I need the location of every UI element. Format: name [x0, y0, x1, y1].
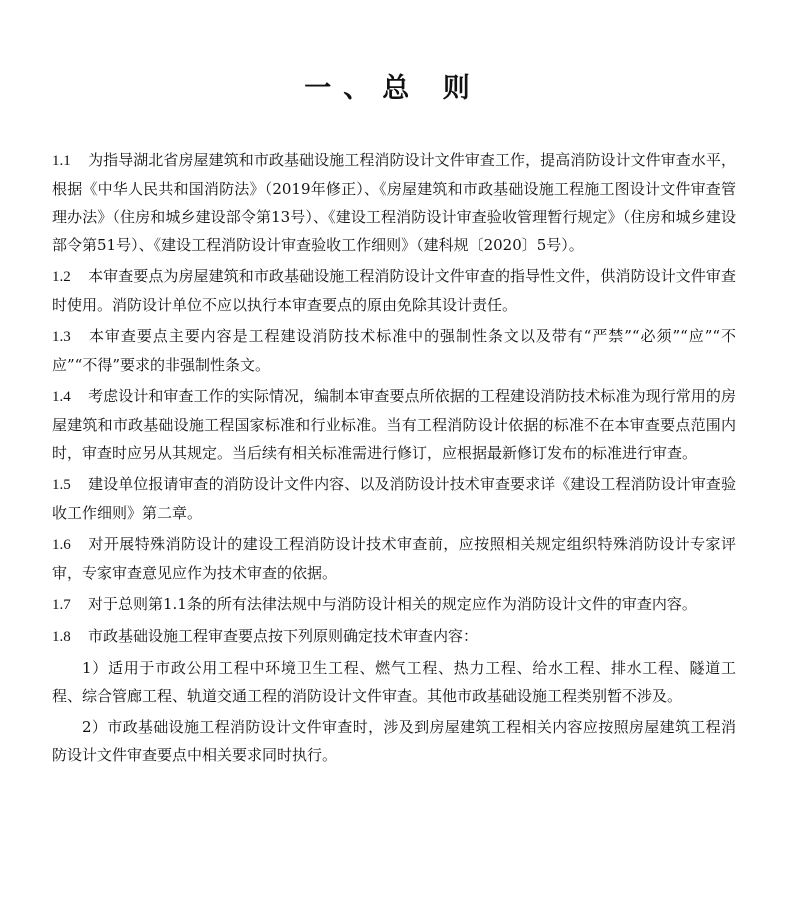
clause-number: 1.2 [52, 269, 71, 285]
clause-text: 建设单位报请审查的消防设计文件内容、以及消防设计技术审查要求详《建设工程消防设计审查验收工作细则》第二章。 [52, 475, 736, 522]
document-body [52, 146, 736, 769]
clause-text: 考虑设计和审查工作的实际情况，编制本审查要点所依据的工程建设消防技术标准为现行常用的房屋建筑和市政基础设施工程国家标准和行业标准。当有工程消防设计依据的标准不在本审查要点范围内时，审查时应另从其规定。当后续有相关标准需进行修订，应根据最新修订发布的标准进行审查。 [52, 387, 736, 462]
clause-1-1 [52, 146, 736, 259]
clause-1-7 [52, 590, 736, 619]
clause-number: 1.6 [52, 537, 71, 553]
clause-text: 本审查要点主要内容是工程建设消防技术标准中的强制性条文以及带有“严禁”“必须”“应”“不应”“不得”要求的非强制性条文。 [52, 327, 736, 374]
clause-1-3 [52, 322, 736, 379]
clause-number: 1.4 [52, 389, 71, 405]
clause-1-2 [52, 262, 736, 319]
clause-number: 1.3 [52, 329, 71, 345]
clause-text: 为指导湖北省房屋建筑和市政基础设施工程消防设计文件审查工作，提高消防设计文件审查水平，根据《中华人民共和国消防法》（2019年修正）、《房屋建筑和市政基础设施工程施工图设计文件审查管理办法》（住房和城乡建设部令第13号）、《建设工程消防设计审查验收管理暂行规定》（住房和城乡建设部令第51号）、《建设工程消防设计审查验收工作细则》（建科规〔2020〕5号）。 [52, 151, 736, 254]
clause-1-8 [52, 622, 736, 651]
clause-text: 对于总则第1.1条的所有法律法规中与消防设计相关的规定应作为消防设计文件的审查内容。 [88, 595, 697, 613]
clause-number: 1.1 [52, 153, 71, 169]
clause-number: 1.5 [52, 477, 71, 493]
section-title: 一、总 则 [304, 73, 482, 104]
list-item: 2）市政基础设施工程消防设计文件审查时，涉及到房屋建筑工程相关内容应按照房屋建筑工程消防设计文件审查要点中相关要求同时执行。 [52, 718, 736, 764]
clause-1-4 [52, 382, 736, 467]
clause-1-5 [52, 470, 736, 527]
list-item: 1）适用于市政公用工程中环境卫生工程、燃气工程、热力工程、给水工程、排水工程、隧道工程、综合管廊工程、轨道交通工程的消防设计文件审查。其他市政基础设施工程类别暂不涉及。 [52, 659, 736, 705]
clause-number: 1.8 [52, 629, 71, 645]
clause-text: 对开展特殊消防设计的建设工程消防设计技术审查前，应按照相关规定组织特殊消防设计专家评审，专家审查意见应作为技术审查的依据。 [52, 535, 736, 582]
clause-1-6 [52, 530, 736, 587]
clause-text: 市政基础设施工程审查要点按下列原则确定技术审查内容： [88, 627, 479, 645]
clause-text: 本审查要点为房屋建筑和市政基础设施工程消防设计文件审查的指导性文件，供消防设计文件审查时使用。消防设计单位不应以执行本审查要点的原由免除其设计责任。 [52, 267, 736, 314]
clause-number: 1.7 [52, 597, 71, 613]
